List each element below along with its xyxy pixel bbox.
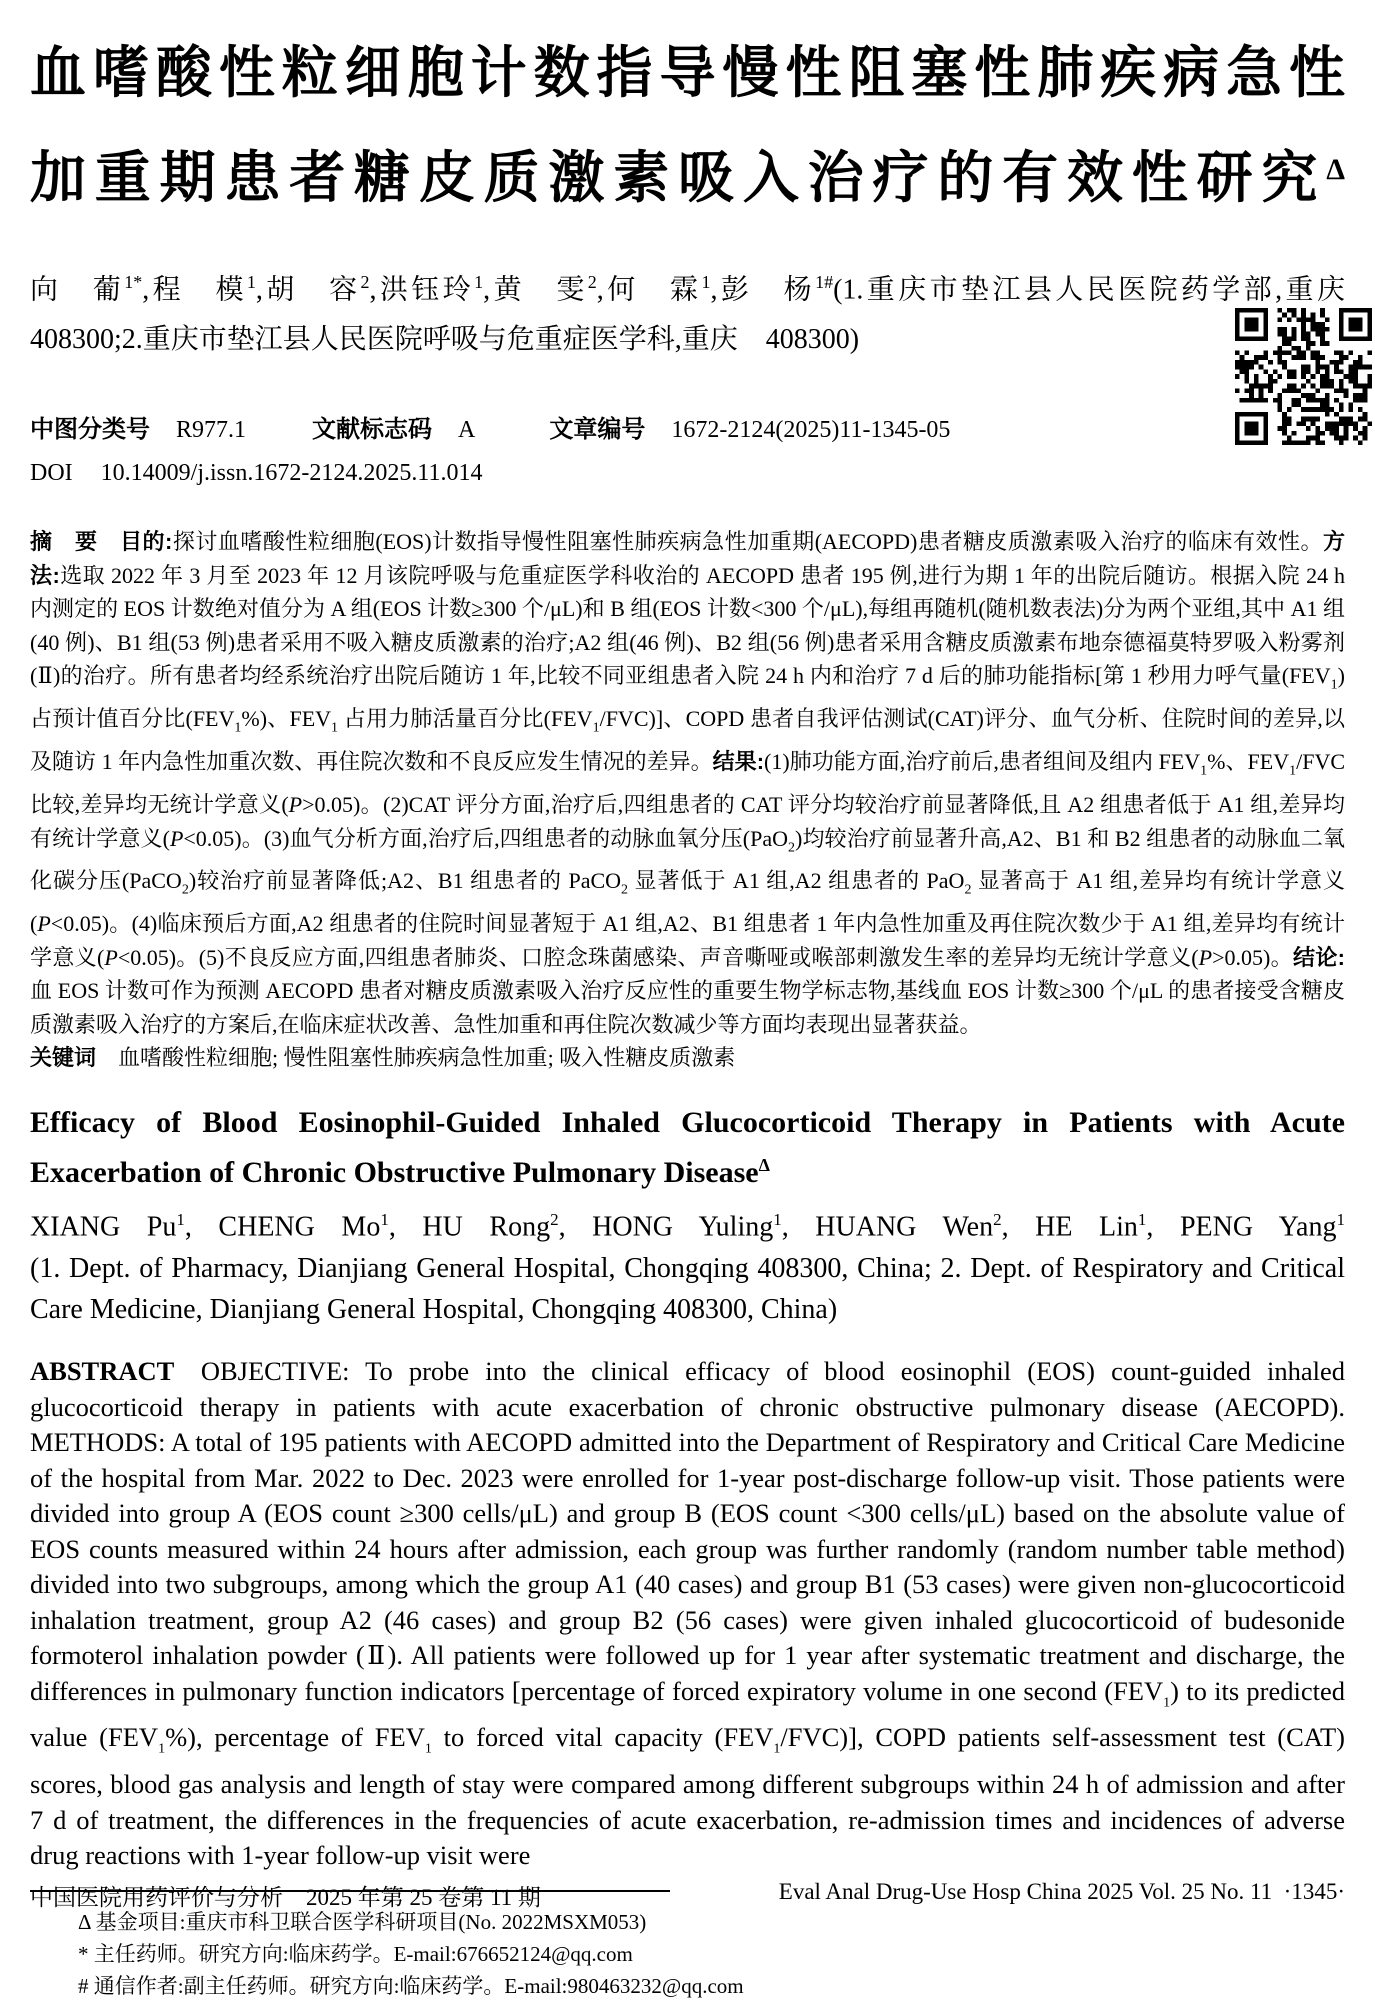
abstract-en: ABSTRACT OBJECTIVE: To probe into the clinical efficacy of blood eosinophil (EOS) count-guided inhaled glucocorticoid therapy in patients with acute exacerbation of chronic obstructive pulmonary disease (AECOPD). METHODS: A total of 195 patients with AECOPD admitted into the Department of Respiratory and Critical Care Medicine of the hospital from Mar. 2022 to Dec. 2023 were enrolled for 1-year post-discharge follow-up visit. Those patients were divided into group A (EOS count ≥300 cells/μL) and group B (EOS count <300 cells/μL) based on the absolute value of EOS counts measured within 24 hours after admission, each group was further randomly (random number table method) divided into two subgroups, among which the group A1 (40 cases) and group B1 (53 cases) were given non-glucocorticoid inhalation treatment, group A2 (46 cases) and group B2 (56 cases) were given inhaled glucocorticoid of budesonide formoterol inhalation powder (Ⅱ). All patients were followed up for 1 year after systematic treatment and discharge, the differences in pulmonary function indicators [percentage of forced expiratory volume in one second $(FEV_1)$ to its predicted value $(FEV_1\%)$, percentage of $FEV_1$ to forced vital capacity $(FEV_1/FVC)$], COPD patients self-assessment test (CAT) scores, blood gas analysis and length of stay were compared among different subgroups within 24 h of admission and after 7 d of treatment, the differences in the frequencies of acute exacerbation, re-admission times and incidences of adverse drug reactions with 1-year follow-up visit were [30,1356,1346,1871]
page-footer [30,1879,1345,1912]
keywords-cn: 关键词 血嗜酸性粒细胞; 慢性阻塞性肺疾病急性加重; 吸入性糖皮质激素 [30,1045,736,1071]
authors-cn [30,257,1345,365]
article-title-en-line2: Exacerbation of Chronic Obstructive Pulmonary Disease$^\Delta$ [30,1154,770,1189]
footnotes [30,1906,1345,2002]
title-footnote-marker: Δ [1326,153,1345,186]
clc-value: R977.1 [176,417,247,444]
corresponding-author-note: # 通信作者:副主任药师。研究方向:临床药学。E-mail:980463232@qq.com [78,1973,744,1998]
abstract-cn: 摘 要 目的:探讨血嗜酸性粒细胞(EOS)计数指导慢性阻塞性肺疾病急性加重期(AECOPD)患者糖皮质激素吸入治疗的临床有效性。方法:选取 2022 年 3 月至 2023 年 12 月该院呼吸与危重症医学科收治的 AECOPD 患者 195 例,进行为期 1 年的出院后随访。根据入院 24 h 内测定的 EOS 计数绝对值分为 A 组(EOS 计数≥300 个/μL)和 B 组(EOS 计数<300 个/μL),每组再随机(随机数表法)分为两个亚组,其中 A1 组(40 例)、B1 组(53 例)患者采用不吸入糖皮质激素的治疗;A2 组(46 例)、B2 组(56 例)患者采用含糖皮质激素布地奈德福莫特罗吸入粉雾剂(Ⅱ)的治疗。所有患者均经系统治疗出院后随访 1 年,比较不同亚组患者入院 24 h 内和治疗 7 d 后的肺功能指标[第 1 秒用力呼气量$(FEV_1)$占预计值百分比$(FEV_1\%)$、$FEV_1$ 占用力肺活量百分比$(FEV_1/FVC)$]、COPD 患者自我评估测试(CAT)评分、血气分析、住院时间的差异,以及随访 1 年内急性加重次数、再住院次数和不良反应发生情况的差异。结果:(1)肺功能方面,治疗前后,患者组间及组内 $FEV_1\%$、$FEV_1$/FVC 比较,差异均无统计学意义(P>0.05)。(2)CAT 评分方面,治疗后,四组患者的 CAT 评分均较治疗前显著降低,且 A2 组患者低于 A1 组,差异均有统计学意义(P<0.05)。(3)血气分析方面,治疗后,四组患者的动脉血氧分压(PaO$_2$)均较治疗前显著升高,A2、B1 和 B2 组患者的动脉血二氧化碳分压(PaCO$_2$)较治疗前显著降低;A2、B1 组患者的 PaCO$_2$ 显著低于 A1 组,A2 组患者的 PaO$_2$ 显著高于 A1 组,差异均有统计学意义(P<0.05)。(4)临床预后方面,A2 组患者的住院时间显著短于 A1 组,A2、B1 组患者 1 年内急性加重及再住院次数少于 A1 组,差异均有统计学意义(P<0.05)。(5)不良反应方面,四组患者肺炎、口腔念珠菌感染、声音嘶哑或喉部刺激发生率的差异均无统计学意义(P>0.05)。结论:血 EOS 计数可作为预测 AECOPD 患者对糖皮质激素吸入治疗反应性的重要生物学标志物,基线血 EOS 计数≥300 个/μL 的患者接受含糖皮质激素吸入治疗的方案后,在临床症状改善、急性加重和再住院次数减少等方面均表现出显著获益。 [30,529,1346,1037]
qr-code [1235,308,1372,445]
article-title-cn-line2 [30,122,1345,227]
article-title-cn-line1: 血嗜酸性粒细胞计数指导慢性阻塞性肺疾病急性 [30,43,1345,105]
clc-label: 中图分类号 [30,416,150,444]
journal-name-en-footer: Eval Anal Drug-Use Hosp China 2025 Vol. 25 No. 11 ·1345· [778,1879,1345,1904]
first-author-note: * 主任药师。研究方向:临床药学。E-mail:676652124@qq.com [78,1941,633,1966]
article-title-en [30,1101,1345,1194]
doc-code-value: A [458,417,476,444]
article-no-label: 文章编号 [549,416,646,444]
article-no-value: 1672-2124(2025)11-1345-05 [671,417,951,444]
doi-value: 10.14009/j.issn.1672-2124.2025.11.014 [100,460,483,487]
authors-cn-line2: 408300;2.重庆市垫江县人民医院呼吸与危重症医学科,重庆 408300) [30,324,860,356]
authors-en: XIANG Pu$^1$, CHENG Mo$^1$, HU Rong$^2$, HONG Yuling$^1$, HUANG Wen$^2$, HE Lin$^1$, PENG Yang$^1$ [30,1209,1345,1243]
article-title-cn [30,26,1345,227]
article-title-cn-line2-text: 加重期患者糖皮质激素吸入治疗的有效性研究 [30,148,1327,210]
funding-note: Δ 基金项目:重庆市科卫联合医学科研项目(No. 2022MSXM053) [78,1909,647,1934]
journal-name-cn-footer: 中国医院用药评价与分析 2025 年第 25 卷第 11 期 [30,1885,541,1910]
affiliation-en: (1. Dept. of Pharmacy, Dianjiang General Hospital, Chongqing 408300, China; 2. Dept. of Respiratory and Critical Care Medicine, Dianjiang General Hospital, Chongqing 408300, China) [30,1253,1345,1326]
article-title-en-line1: Efficacy of Blood Eosinophil-Guided Inhaled Glucocorticoid Therapy in Patients with Acute [30,1105,1345,1139]
authors-cn-line1: 向 葡$^{1*}$,程 模$^1$,胡 容$^2$,洪钰玲$^1$,黄 雯$^2$,何 霖$^1$,彭 杨$^{1\#}$(1.重庆市垫江县人民医院药学部,重庆 [30,272,1345,306]
article-meta-row [30,409,1345,444]
doc-code-label: 文献标志码 [312,416,433,444]
doi-label: DOI [30,460,73,487]
doi-row [30,460,1345,487]
